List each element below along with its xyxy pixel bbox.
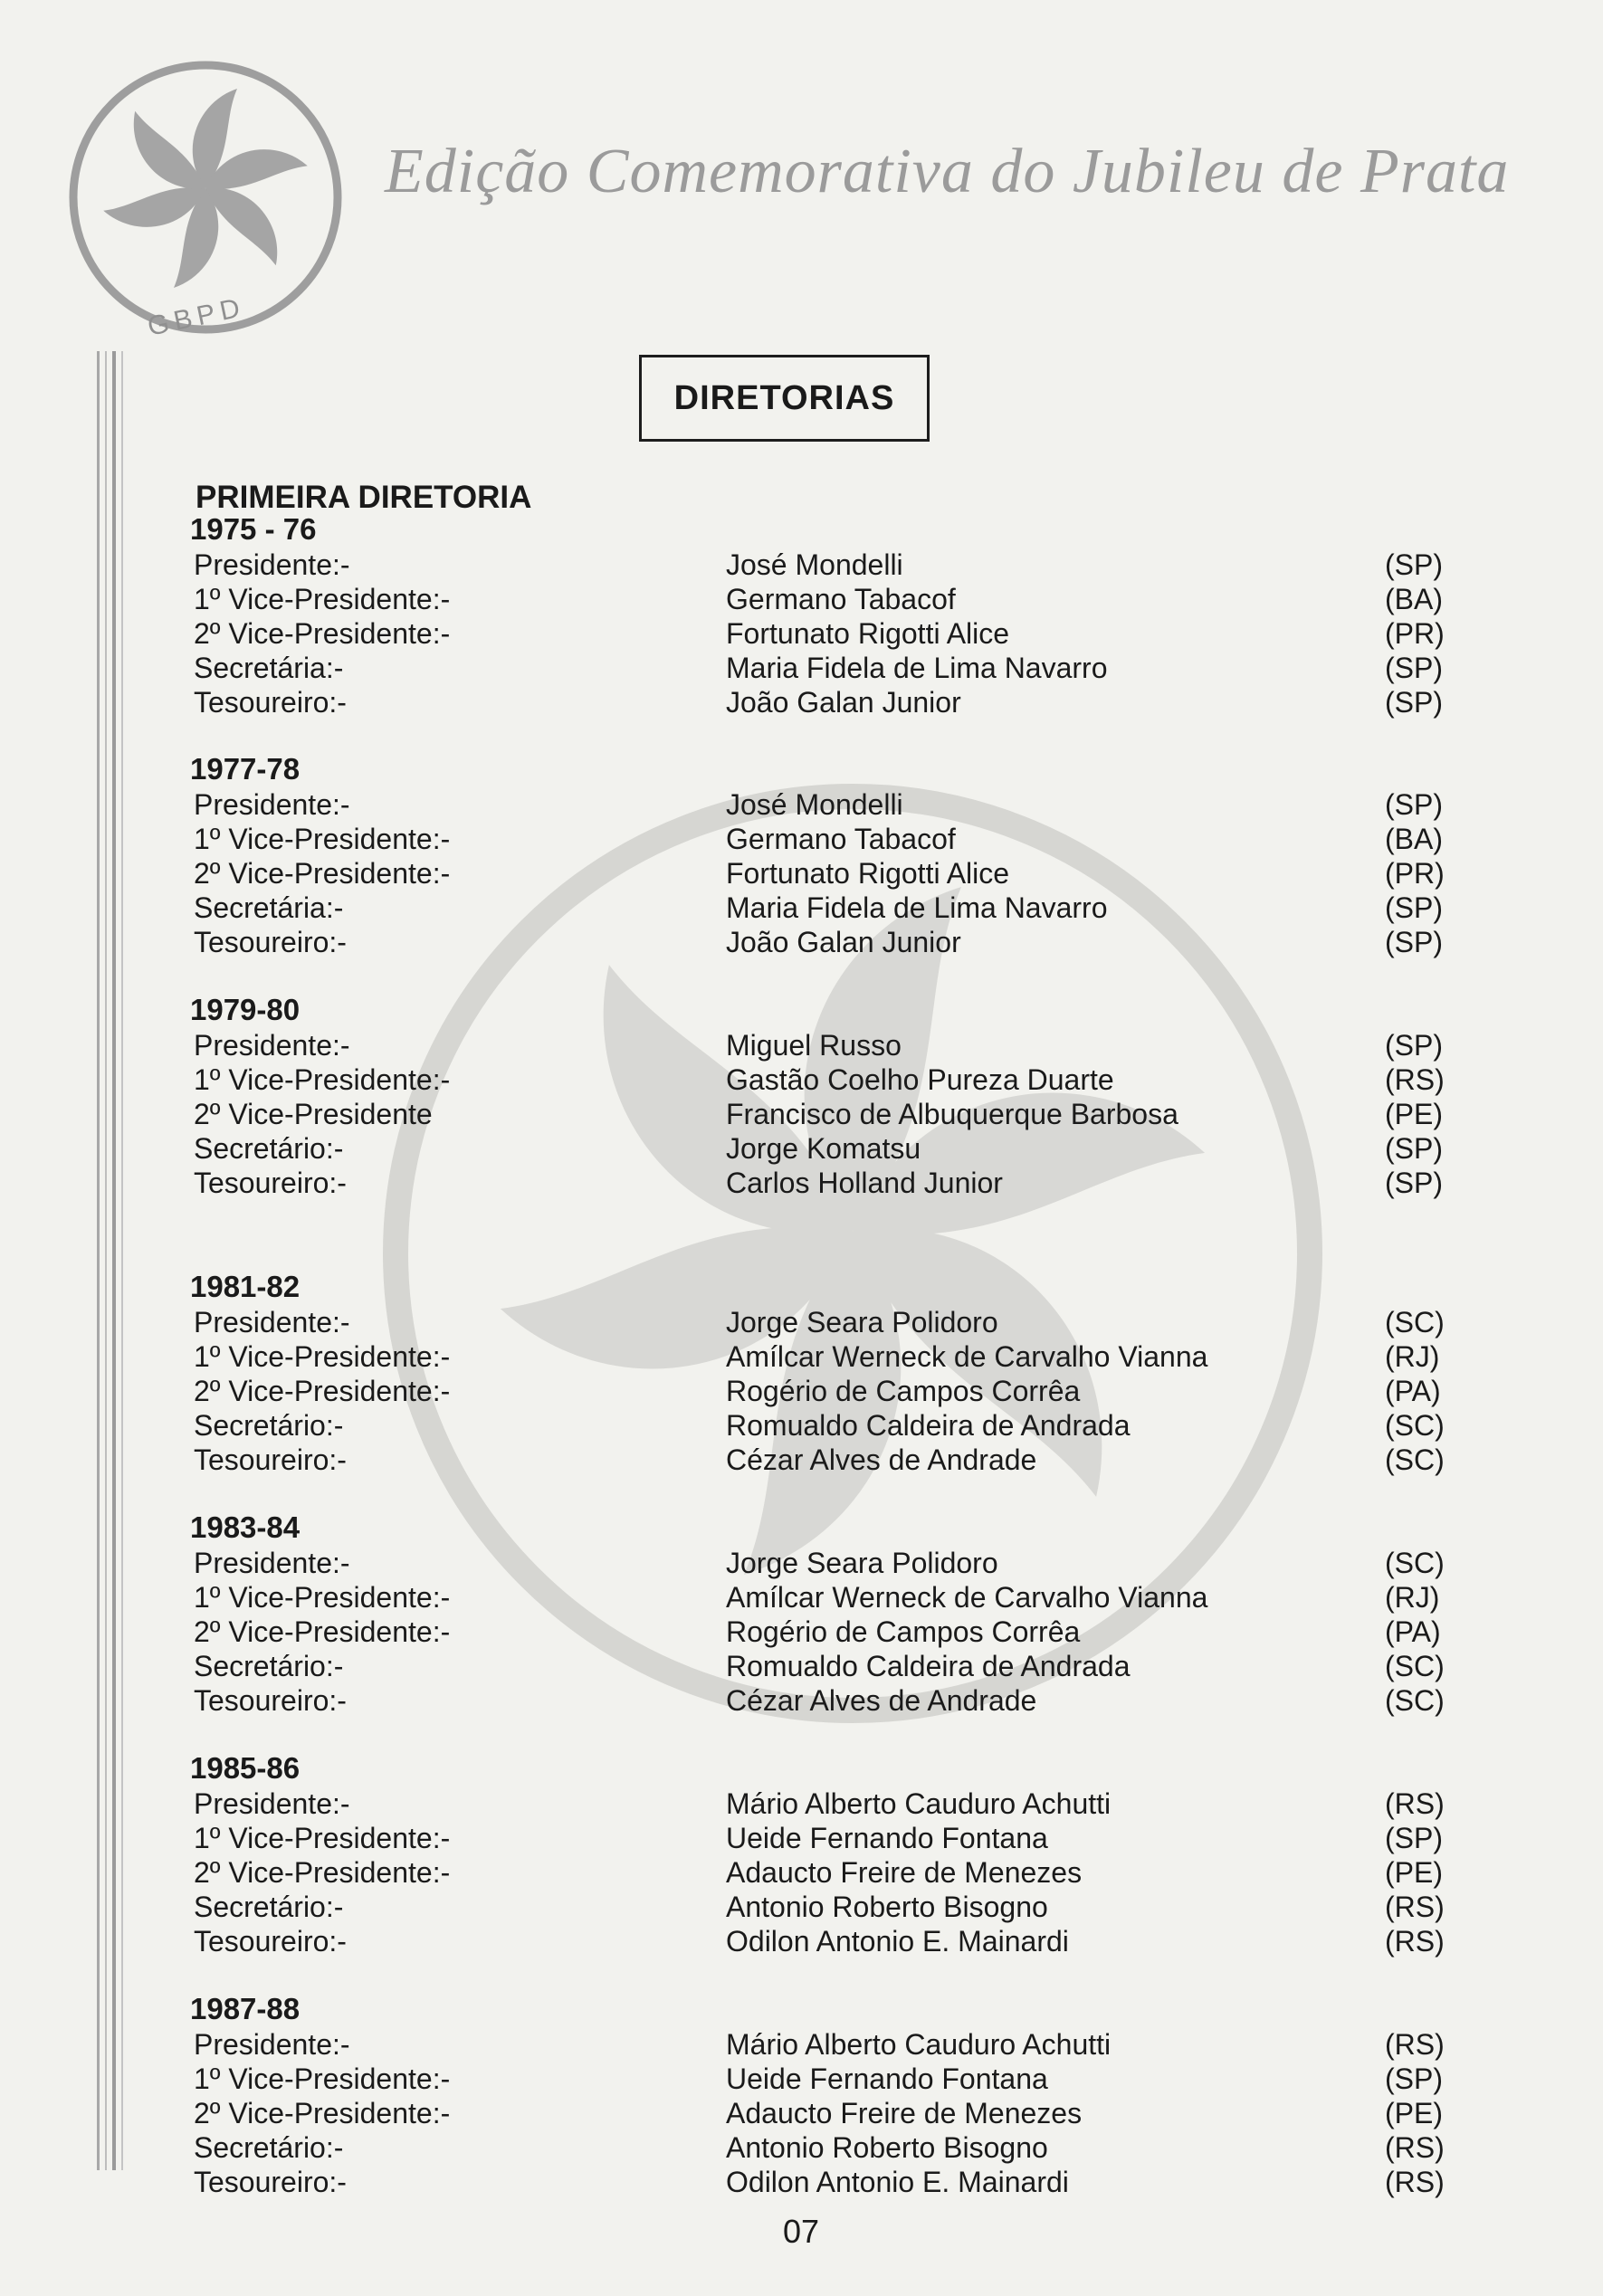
period-years: 1977-78 <box>190 752 301 786</box>
member-name: Rogério de Campos Corrêa <box>726 1375 1081 1407</box>
member-state: (PR) <box>1385 617 1445 650</box>
member-state: (PR) <box>1385 857 1445 890</box>
member-state: (PA) <box>1385 1615 1441 1648</box>
member-state: (SC) <box>1385 1409 1445 1442</box>
board-member-row <box>190 1062 1457 1097</box>
member-role: Secretário:- <box>194 2131 344 2164</box>
member-role: Presidente:- <box>194 1547 350 1579</box>
member-state: (PA) <box>1385 1375 1441 1407</box>
member-name: Odilon Antonio E. Mainardi <box>726 1925 1069 1958</box>
board-member-row <box>190 1821 1457 1855</box>
board-period <box>190 751 1457 959</box>
board-period <box>190 1269 1457 1477</box>
board-member-row <box>190 2027 1457 2062</box>
member-role: Tesoureiro:- <box>194 1443 347 1476</box>
board-member-row <box>190 891 1457 925</box>
member-state: (RS) <box>1385 2166 1445 2198</box>
member-state: (SP) <box>1385 1132 1443 1165</box>
member-state: (BA) <box>1385 823 1443 855</box>
section-heading-box: DIRETORIAS <box>639 355 930 442</box>
member-state: (SC) <box>1385 1443 1445 1476</box>
member-role: Tesoureiro:- <box>194 686 347 719</box>
member-state: (RS) <box>1385 1787 1445 1820</box>
member-state: (SP) <box>1385 1167 1443 1199</box>
member-role: 1º Vice-Presidente:- <box>194 1581 451 1614</box>
member-role: 2º Vice-Presidente:- <box>194 2097 451 2129</box>
member-role: Secretário:- <box>194 1891 344 1923</box>
board-member-row <box>190 787 1457 822</box>
member-name: Ueide Fernando Fontana <box>726 2063 1048 2095</box>
member-role: 2º Vice-Presidente:- <box>194 1375 451 1407</box>
member-name: Odilon Antonio E. Mainardi <box>726 2166 1069 2198</box>
first-board-heading: PRIMEIRA DIRETORIA <box>196 480 532 515</box>
member-state: (RS) <box>1385 1891 1445 1923</box>
member-state: (SP) <box>1385 686 1443 719</box>
member-name: Gastão Coelho Pureza Duarte <box>726 1063 1114 1096</box>
board-member-row <box>190 548 1457 582</box>
board-member-row <box>190 1166 1457 1200</box>
board-member-row <box>190 1097 1457 1131</box>
member-name: Amílcar Werneck de Carvalho Vianna <box>726 1340 1208 1373</box>
member-role: Tesoureiro:- <box>194 926 347 958</box>
member-role: Secretário:- <box>194 1409 344 1442</box>
member-role: 1º Vice-Presidente:- <box>194 1340 451 1373</box>
board-member-row <box>190 1546 1457 1580</box>
period-years: 1981-82 <box>190 1270 301 1303</box>
member-role: Secretária:- <box>194 891 344 924</box>
member-role: 1º Vice-Presidente:- <box>194 1063 451 1096</box>
member-state: (RS) <box>1385 1063 1445 1096</box>
member-state: (SC) <box>1385 1306 1445 1339</box>
member-name: Ueide Fernando Fontana <box>726 1822 1048 1854</box>
member-role: Tesoureiro:- <box>194 1167 347 1199</box>
board-member-row <box>190 1649 1457 1683</box>
member-name: João Galan Junior <box>726 686 961 719</box>
member-name: Jorge Komatsu <box>726 1132 921 1165</box>
member-name: Antonio Roberto Bisogno <box>726 2131 1048 2164</box>
member-state: (RS) <box>1385 1925 1445 1958</box>
member-name: Maria Fidela de Lima Navarro <box>726 652 1108 684</box>
member-state: (SP) <box>1385 548 1443 581</box>
board-member-row <box>190 822 1457 856</box>
member-name: Mário Alberto Cauduro Achutti <box>726 1787 1112 1820</box>
board-member-row <box>190 925 1457 959</box>
member-role: Presidente:- <box>194 788 350 821</box>
member-name: Fortunato Rigotti Alice <box>726 617 1010 650</box>
member-state: (SP) <box>1385 891 1443 924</box>
member-name: Germano Tabacof <box>726 823 956 855</box>
member-name: Rogério de Campos Corrêa <box>726 1615 1081 1648</box>
board-member-row <box>190 2096 1457 2130</box>
period-years: 1979-80 <box>190 993 301 1026</box>
board-member-row <box>190 2130 1457 2165</box>
member-state: (RS) <box>1385 2028 1445 2061</box>
member-state: (SP) <box>1385 652 1443 684</box>
member-role: 1º Vice-Presidente:- <box>194 583 451 615</box>
board-member-row <box>190 1683 1457 1718</box>
period-years: 1975 - 76 <box>190 512 317 546</box>
member-name: Amílcar Werneck de Carvalho Vianna <box>726 1581 1208 1614</box>
member-role: Secretário:- <box>194 1650 344 1682</box>
member-role: Tesoureiro:- <box>194 2166 347 2198</box>
member-name: Germano Tabacof <box>726 583 956 615</box>
member-role: Presidente:- <box>194 548 350 581</box>
member-name: José Mondelli <box>726 548 903 581</box>
period-years: 1983-84 <box>190 1510 301 1544</box>
board-member-row <box>190 1786 1457 1821</box>
member-state: (SP) <box>1385 788 1443 821</box>
board-member-row <box>190 1131 1457 1166</box>
member-state: (SP) <box>1385 2063 1443 2095</box>
page-header-title: Edição Comemorativa do Jubileu de Prata <box>385 137 1510 206</box>
member-name: Adaucto Freire de Menezes <box>726 1856 1083 1889</box>
member-role: Secretário:- <box>194 1132 344 1165</box>
member-name: Jorge Seara Polidoro <box>726 1306 998 1339</box>
member-state: (PE) <box>1385 1098 1443 1130</box>
board-member-row <box>190 651 1457 685</box>
board-member-row <box>190 1339 1457 1374</box>
period-years: 1987-88 <box>190 1992 301 2025</box>
member-name: Antonio Roberto Bisogno <box>726 1891 1048 1923</box>
member-name: Mário Alberto Cauduro Achutti <box>726 2028 1112 2061</box>
board-period <box>190 1991 1457 2199</box>
board-member-row <box>190 582 1457 616</box>
board-member-row <box>190 856 1457 891</box>
member-name: Francisco de Albuquerque Barbosa <box>726 1098 1178 1130</box>
member-role: Tesoureiro:- <box>194 1925 347 1958</box>
member-role: 2º Vice-Presidente:- <box>194 617 451 650</box>
board-member-row <box>190 1443 1457 1477</box>
member-state: (RJ) <box>1385 1581 1440 1614</box>
member-name: Romualdo Caldeira de Andrada <box>726 1650 1131 1682</box>
board-period <box>190 511 1457 719</box>
board-period <box>190 1510 1457 1718</box>
board-member-row <box>190 1924 1457 1958</box>
member-role: Tesoureiro:- <box>194 1684 347 1717</box>
board-member-row <box>190 616 1457 651</box>
member-role: Presidente:- <box>194 1306 350 1339</box>
member-state: (SP) <box>1385 1029 1443 1062</box>
member-role: Secretária:- <box>194 652 344 684</box>
member-role: 2º Vice-Presidente:- <box>194 857 451 890</box>
board-member-row <box>190 1305 1457 1339</box>
member-state: (SP) <box>1385 926 1443 958</box>
board-member-row <box>190 2062 1457 2096</box>
member-state: (SP) <box>1385 1822 1443 1854</box>
board-period <box>190 992 1457 1200</box>
board-member-row <box>190 1028 1457 1062</box>
member-role: 2º Vice-Presidente:- <box>194 1856 451 1889</box>
member-role: 1º Vice-Presidente:- <box>194 1822 451 1854</box>
member-role: 1º Vice-Presidente:- <box>194 2063 451 2095</box>
member-role: Presidente:- <box>194 2028 350 2061</box>
member-state: (PE) <box>1385 1856 1443 1889</box>
board-member-row <box>190 685 1457 719</box>
member-name: Jorge Seara Polidoro <box>726 1547 998 1579</box>
board-member-row <box>190 1408 1457 1443</box>
member-role: 2º Vice-Presidente <box>194 1098 433 1130</box>
member-name: Cézar Alves de Andrade <box>726 1684 1037 1717</box>
page-number: 07 <box>783 2213 820 2250</box>
member-name: Adaucto Freire de Menezes <box>726 2097 1083 2129</box>
member-state: (SC) <box>1385 1650 1445 1682</box>
board-member-row <box>190 1580 1457 1615</box>
board-member-row <box>190 1615 1457 1649</box>
member-state: (BA) <box>1385 583 1443 615</box>
member-role: Presidente:- <box>194 1029 350 1062</box>
board-member-row <box>190 2165 1457 2199</box>
member-name: José Mondelli <box>726 788 903 821</box>
member-name: Miguel Russo <box>726 1029 902 1062</box>
member-name: Maria Fidela de Lima Navarro <box>726 891 1108 924</box>
member-name: Romualdo Caldeira de Andrada <box>726 1409 1131 1442</box>
logo-text: GBPD <box>145 291 248 342</box>
member-role: 1º Vice-Presidente:- <box>194 823 451 855</box>
member-name: Fortunato Rigotti Alice <box>726 857 1010 890</box>
member-state: (PE) <box>1385 2097 1443 2129</box>
member-name: Carlos Holland Junior <box>726 1167 1003 1199</box>
member-state: (RJ) <box>1385 1340 1440 1373</box>
member-name: João Galan Junior <box>726 926 961 958</box>
board-member-row <box>190 1855 1457 1890</box>
member-role: 2º Vice-Presidente:- <box>194 1615 451 1648</box>
member-state: (SC) <box>1385 1547 1445 1579</box>
board-period <box>190 1750 1457 1958</box>
member-state: (SC) <box>1385 1684 1445 1717</box>
board-member-row <box>190 1890 1457 1924</box>
member-role: Presidente:- <box>194 1787 350 1820</box>
board-member-row <box>190 1374 1457 1408</box>
period-years: 1985-86 <box>190 1751 301 1785</box>
member-name: Cézar Alves de Andrade <box>726 1443 1037 1476</box>
member-state: (RS) <box>1385 2131 1445 2164</box>
